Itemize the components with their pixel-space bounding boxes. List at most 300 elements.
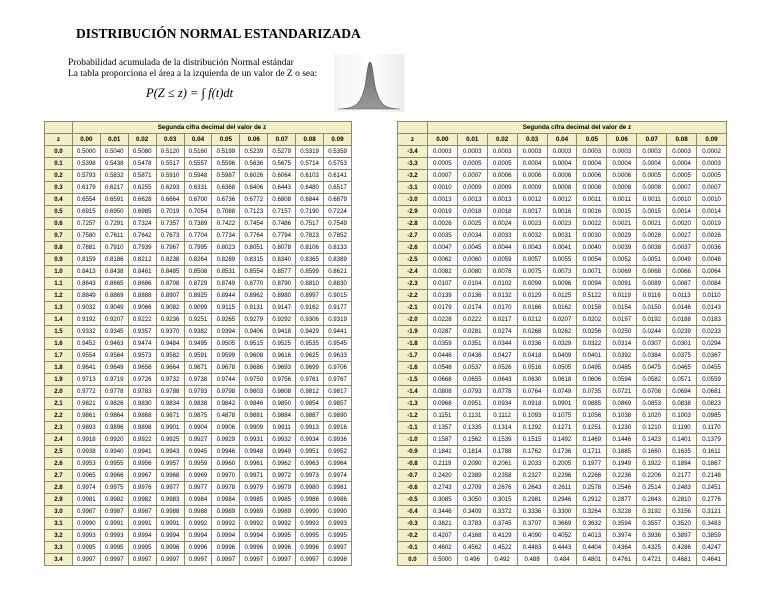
probability-cell: 0.0526 [487, 362, 517, 374]
z-value-cell: 1.4 [45, 314, 73, 326]
probability-cell: 0.0618 [547, 374, 577, 386]
table-row [45, 206, 352, 218]
probability-cell: 0.0031 [547, 230, 577, 242]
probability-cell: 0.0446 [427, 350, 457, 362]
probability-cell: 0.9177 [324, 302, 352, 314]
probability-cell: 0.0029 [607, 230, 637, 242]
probability-cell: 0.6808 [268, 194, 296, 206]
column-header-row [45, 134, 352, 146]
column-header: 0.06 [607, 134, 637, 146]
probability-cell: 0.9916 [324, 422, 352, 434]
probability-cell: 0.0013 [487, 194, 517, 206]
probability-cell: 0.9978 [212, 482, 240, 494]
normal-curve-figure [334, 54, 404, 112]
table-row [45, 218, 352, 230]
table-row [45, 554, 352, 566]
probability-cell: 0.9115 [212, 302, 240, 314]
probability-cell: 0.0170 [487, 302, 517, 314]
probability-cell: 0.1587 [427, 434, 457, 446]
column-header: 0.05 [212, 134, 240, 146]
probability-cell: 0.0009 [487, 182, 517, 194]
table-row [398, 554, 727, 566]
probability-cell: 0.0708 [637, 386, 667, 398]
probability-cell: 0.0183 [697, 314, 727, 326]
probability-cell: 0.9788 [156, 386, 184, 398]
probability-cell: 0.0014 [697, 206, 727, 218]
probability-cell: 0.9991 [100, 518, 128, 530]
probability-cell: 0.9956 [128, 458, 156, 470]
probability-cell: 0.0102 [487, 278, 517, 290]
probability-cell: 0.0244 [637, 326, 667, 338]
probability-cell: 0.9525 [268, 338, 296, 350]
table-row [45, 410, 352, 422]
probability-cell: 0.0003 [697, 158, 727, 170]
probability-cell: 0.5596 [212, 158, 240, 170]
probability-cell: 0.8438 [100, 266, 128, 278]
probability-cell: 0.9997 [212, 554, 240, 566]
probability-cell: 0.9732 [156, 374, 184, 386]
positive-z-table [44, 121, 352, 566]
probability-cell: 0.5080 [128, 146, 156, 158]
probability-cell: 0.0041 [547, 242, 577, 254]
table-row [45, 434, 352, 446]
z-value-cell: 0.0 [398, 554, 428, 566]
probability-cell: 0.9394 [212, 326, 240, 338]
probability-cell: 0.9838 [184, 398, 212, 410]
probability-cell: 0.0026 [427, 218, 457, 230]
probability-cell: 0.9988 [156, 506, 184, 518]
probability-cell: 0.5478 [128, 158, 156, 170]
probability-cell: 0.0004 [547, 158, 577, 170]
probability-cell: 0.0778 [487, 386, 517, 398]
z-value-cell: -0.1 [398, 542, 428, 554]
z-value-cell: 0.5 [45, 206, 73, 218]
table-row [398, 218, 727, 230]
probability-cell: 0.3336 [517, 506, 547, 518]
probability-cell: 0.2296 [547, 470, 577, 482]
probability-cell: 0.5120 [156, 146, 184, 158]
probability-cell: 0.9495 [184, 338, 212, 350]
probability-cell: 0.9992 [240, 518, 268, 530]
probability-cell: 0.9929 [212, 434, 240, 446]
probability-cell: 0.7019 [156, 206, 184, 218]
probability-cell: 0.1020 [637, 410, 667, 422]
probability-cell: 0.8508 [184, 266, 212, 278]
z-value-cell: -0.2 [398, 530, 428, 542]
probability-cell: 0.0139 [427, 290, 457, 302]
column-header: 0.00 [427, 134, 457, 146]
z-header: z [45, 134, 73, 146]
probability-cell: 0.0082 [427, 266, 457, 278]
probability-cell: 0.7054 [184, 206, 212, 218]
column-header: 0.06 [240, 134, 268, 146]
probability-cell: 0.0013 [427, 194, 457, 206]
probability-cell: 0.9979 [268, 482, 296, 494]
probability-cell: 0.9997 [128, 554, 156, 566]
probability-cell: 0.0005 [637, 170, 667, 182]
probability-cell: 0.4641 [697, 554, 727, 566]
probability-cell: 0.0192 [637, 314, 667, 326]
probability-cell: 0.8023 [212, 242, 240, 254]
probability-cell: 0.9959 [184, 458, 212, 470]
z-value-cell: -1.3 [398, 398, 428, 410]
probability-cell: 0.0078 [487, 266, 517, 278]
probability-cell: 0.0003 [667, 146, 697, 158]
probability-cell: 0.0392 [607, 350, 637, 362]
probability-cell: 0.4681 [667, 554, 697, 566]
probability-cell: 0.1335 [457, 422, 487, 434]
z-value-cell: -3.2 [398, 170, 428, 182]
probability-cell: 0.0129 [517, 290, 547, 302]
probability-cell: 0.6293 [156, 182, 184, 194]
probability-cell: 0.9545 [324, 338, 352, 350]
z-value-cell: -0.8 [398, 458, 428, 470]
z-value-cell: 0.4 [45, 194, 73, 206]
probability-cell: 0.0281 [457, 326, 487, 338]
z-value-cell: -2.6 [398, 242, 428, 254]
probability-cell: 0.9987 [128, 506, 156, 518]
probability-cell: 0.0427 [487, 350, 517, 362]
probability-cell: 0.2546 [607, 482, 637, 494]
probability-cell: 0.0021 [607, 218, 637, 230]
z-value-cell: 3.3 [45, 542, 73, 554]
probability-cell: 0.0853 [637, 398, 667, 410]
probability-cell: 0.9564 [100, 350, 128, 362]
table-row [45, 386, 352, 398]
probability-cell: 0.0951 [457, 398, 487, 410]
probability-cell: 0.9996 [156, 542, 184, 554]
probability-cell: 0.9842 [212, 398, 240, 410]
probability-cell: 0.2033 [517, 458, 547, 470]
probability-cell: 0.0030 [577, 230, 607, 242]
probability-cell: 0.6255 [128, 182, 156, 194]
probability-cell: 0.7673 [156, 230, 184, 242]
probability-cell: 0.9992 [212, 518, 240, 530]
probability-cell: 0.0054 [577, 254, 607, 266]
probability-cell: 0.2327 [517, 470, 547, 482]
probability-cell: 0.8289 [212, 254, 240, 266]
probability-cell: 0.2578 [577, 482, 607, 494]
probability-cell: 0.9599 [212, 350, 240, 362]
probability-cell: 0.5438 [100, 158, 128, 170]
probability-cell: 0.5359 [324, 146, 352, 158]
probability-cell: 0.7257 [72, 218, 100, 230]
probability-cell: 0.0217 [487, 314, 517, 326]
probability-cell: 0.0764 [517, 386, 547, 398]
probability-cell: 0.0004 [577, 158, 607, 170]
probability-cell: 0.9975 [100, 482, 128, 494]
z-value-cell: -3.0 [398, 194, 428, 206]
probability-cell: 0.8665 [100, 278, 128, 290]
probability-cell: 0.9535 [296, 338, 324, 350]
probability-cell: 0.9995 [268, 530, 296, 542]
probability-cell: 0.0005 [427, 158, 457, 170]
probability-cell: 0.6879 [324, 194, 352, 206]
probability-cell: 0.3050 [457, 494, 487, 506]
probability-cell: 0.0004 [607, 158, 637, 170]
probability-cell: 0.1251 [577, 422, 607, 434]
probability-cell: 0.0197 [607, 314, 637, 326]
table-row [398, 530, 727, 542]
probability-cell: 0.0475 [637, 362, 667, 374]
probability-cell: 0.5987 [212, 170, 240, 182]
probability-cell: 0.8849 [72, 290, 100, 302]
probability-cell: 0.0091 [607, 278, 637, 290]
probability-cell: 0.8770 [240, 278, 268, 290]
table-row [45, 170, 352, 182]
probability-cell: 0.0066 [667, 266, 697, 278]
probability-cell: 0.0006 [577, 170, 607, 182]
probability-cell: 0.1685 [607, 446, 637, 458]
probability-cell: 0.3745 [487, 518, 517, 530]
table-row [45, 398, 352, 410]
z-value-cell: -1.0 [398, 434, 428, 446]
table-row [45, 290, 352, 302]
table-row [45, 146, 352, 158]
probability-cell: 0.0006 [487, 170, 517, 182]
column-header: 0.03 [156, 134, 184, 146]
probability-cell: 0.6443 [268, 182, 296, 194]
probability-cell: 0.7852 [324, 230, 352, 242]
z-value-cell: -2.7 [398, 230, 428, 242]
probability-cell: 0.0179 [427, 302, 457, 314]
probability-cell: 0.9887 [296, 410, 324, 422]
table-row [398, 374, 727, 386]
probability-cell: 0.1492 [547, 434, 577, 446]
probability-cell: 0.0057 [517, 254, 547, 266]
probability-cell: 0.9693 [268, 362, 296, 374]
probability-cell: 0.7422 [212, 218, 240, 230]
probability-cell: 0.9960 [212, 458, 240, 470]
table-row [398, 398, 727, 410]
probability-cell: 0.9989 [240, 506, 268, 518]
probability-cell: 0.8461 [128, 266, 156, 278]
table-row [398, 266, 727, 278]
probability-cell: 0.9993 [296, 518, 324, 530]
probability-cell: 0.0823 [697, 398, 727, 410]
z-value-cell: 1.0 [45, 266, 73, 278]
probability-cell: 0.9641 [72, 362, 100, 374]
probability-cell: 0.3974 [607, 530, 637, 542]
table-row [398, 350, 727, 362]
probability-cell: 0.2676 [487, 482, 517, 494]
probability-cell: 0.0110 [697, 290, 727, 302]
probability-cell: 0.9767 [324, 374, 352, 386]
probability-cell: 0.9976 [128, 482, 156, 494]
probability-cell: 0.6591 [100, 194, 128, 206]
probability-cell: 0.4602 [427, 542, 457, 554]
column-header: 0.02 [128, 134, 156, 146]
probability-cell: 0.0322 [577, 338, 607, 350]
probability-cell: 0.5239 [240, 146, 268, 158]
table-row [398, 422, 727, 434]
probability-cell: 0.8907 [156, 290, 184, 302]
probability-cell: 0.0064 [697, 266, 727, 278]
probability-cell: 0.2266 [577, 470, 607, 482]
probability-cell: 0.0344 [487, 338, 517, 350]
probability-cell: 0.0089 [637, 278, 667, 290]
probability-cell: 0.4013 [577, 530, 607, 542]
probability-cell: 0.0071 [577, 266, 607, 278]
probability-cell: 0.0505 [547, 362, 577, 374]
table-caption: Segunda cifra decimal del valor de z [72, 122, 351, 134]
probability-cell: 0.4207 [427, 530, 457, 542]
z-value-cell: 2.5 [45, 446, 73, 458]
probability-cell: 0.2843 [637, 494, 667, 506]
table-row [398, 158, 727, 170]
probability-cell: 0.9591 [184, 350, 212, 362]
z-value-cell: 2.0 [45, 386, 73, 398]
probability-cell: 0.2389 [457, 470, 487, 482]
probability-cell: 0.8686 [128, 278, 156, 290]
probability-cell: 0.5832 [100, 170, 128, 182]
probability-cell: 0.0035 [427, 230, 457, 242]
probability-cell: 0.0016 [577, 206, 607, 218]
probability-cell: 0.8554 [240, 266, 268, 278]
probability-cell: 0.1401 [667, 434, 697, 446]
probability-cell: 0.9207 [100, 314, 128, 326]
probability-cell: 0.0010 [697, 194, 727, 206]
probability-cell: 0.0048 [697, 254, 727, 266]
probability-cell: 0.9319 [324, 314, 352, 326]
probability-cell: 0.9943 [156, 446, 184, 458]
probability-cell: 0.9625 [296, 350, 324, 362]
probability-cell: 0.0002 [697, 146, 727, 158]
probability-cell: 0.0418 [517, 350, 547, 362]
probability-cell: 0.3409 [457, 506, 487, 518]
probability-cell: 0.0007 [667, 182, 697, 194]
probability-cell: 0.9993 [72, 530, 100, 542]
probability-cell: 0.3707 [517, 518, 547, 530]
probability-cell: 0.9875 [184, 410, 212, 422]
probability-cell: 0.9995 [128, 542, 156, 554]
probability-cell: 0.9980 [296, 482, 324, 494]
z-value-cell: 0.2 [45, 170, 73, 182]
probability-cell: 0.9778 [100, 386, 128, 398]
probability-cell: 0.0096 [547, 278, 577, 290]
table-row [398, 362, 727, 374]
probability-cell: 0.0901 [547, 398, 577, 410]
probability-cell: 0.0019 [697, 218, 727, 230]
probability-cell: 0.484 [547, 554, 577, 566]
probability-cell: 0.0869 [607, 398, 637, 410]
probability-cell: 0.7823 [296, 230, 324, 242]
probability-cell: 0.9925 [156, 434, 184, 446]
probability-cell: 0.0694 [667, 386, 697, 398]
probability-cell: 0.0606 [577, 374, 607, 386]
probability-cell: 0.9990 [324, 506, 352, 518]
probability-cell: 0.1292 [517, 422, 547, 434]
probability-cell: 0.6331 [184, 182, 212, 194]
probability-cell: 0.7324 [128, 218, 156, 230]
probability-cell: 0.9997 [268, 554, 296, 566]
probability-cell: 0.1379 [697, 434, 727, 446]
probability-cell: 0.0055 [547, 254, 577, 266]
probability-cell: 0.5636 [240, 158, 268, 170]
z-value-cell: -2.2 [398, 290, 428, 302]
table-row [45, 158, 352, 170]
probability-cell: 0.4878 [212, 410, 240, 422]
probability-cell: 0.0132 [487, 290, 517, 302]
table-row [45, 470, 352, 482]
probability-cell: 0.0162 [547, 302, 577, 314]
probability-cell: 0.6026 [240, 170, 268, 182]
probability-cell: 0.0012 [517, 194, 547, 206]
probability-cell: 0.9955 [100, 458, 128, 470]
probability-cell: 0.0015 [637, 206, 667, 218]
probability-cell: 0.9973 [296, 470, 324, 482]
probability-cell: 0.9938 [72, 446, 100, 458]
probability-cell: 0.7910 [100, 242, 128, 254]
probability-cell: 0.0069 [607, 266, 637, 278]
probability-cell: 0.0027 [667, 230, 697, 242]
z-value-cell: -3.3 [398, 158, 428, 170]
probability-cell: 0.6368 [212, 182, 240, 194]
column-header: 0.02 [487, 134, 517, 146]
z-value-cell: -1.5 [398, 374, 428, 386]
z-value-cell: -1.2 [398, 410, 428, 422]
probability-cell: 0.0793 [457, 386, 487, 398]
table-row [45, 338, 352, 350]
probability-cell: 0.0005 [667, 170, 697, 182]
probability-cell: 0.5714 [296, 158, 324, 170]
probability-cell: 0.0062 [427, 254, 457, 266]
column-header: 0.05 [577, 134, 607, 146]
probability-cell: 0.0008 [637, 182, 667, 194]
z-corner [45, 122, 73, 134]
probability-cell: 0.1469 [577, 434, 607, 446]
probability-cell: 0.0011 [577, 194, 607, 206]
description-line: La tabla proporciona el área a la izquierda de un valor de Z o sea: [68, 69, 317, 79]
probability-cell: 0.9990 [72, 518, 100, 530]
probability-cell: 0.1977 [577, 458, 607, 470]
probability-cell: 0.0010 [427, 182, 457, 194]
probability-cell: 0.9857 [324, 398, 352, 410]
probability-cell: 0.0013 [457, 194, 487, 206]
table-row [45, 326, 352, 338]
probability-cell: 0.9345 [100, 326, 128, 338]
probability-cell: 0.9738 [184, 374, 212, 386]
probability-cell: 0.0495 [577, 362, 607, 374]
probability-cell: 0.0749 [547, 386, 577, 398]
probability-cell: 0.1357 [427, 422, 457, 434]
probability-cell: 0.7224 [324, 206, 352, 218]
probability-cell: 0.0016 [547, 206, 577, 218]
column-header: 0.08 [667, 134, 697, 146]
probability-cell: 0.0301 [667, 338, 697, 350]
probability-cell: 0.8790 [268, 278, 296, 290]
probability-cell: 0.9821 [72, 398, 100, 410]
table-row [398, 182, 727, 194]
probability-cell: 0.9896 [100, 422, 128, 434]
probability-cell: 0.5000 [427, 554, 457, 566]
z-value-cell: 2.9 [45, 494, 73, 506]
probability-cell: 0.0003 [547, 146, 577, 158]
probability-cell: 0.0008 [577, 182, 607, 194]
probability-cell: 0.0023 [547, 218, 577, 230]
probability-cell: 0.9656 [128, 362, 156, 374]
probability-cell: 0.5793 [72, 170, 100, 182]
probability-cell: 0.0559 [697, 374, 727, 386]
table-row [45, 362, 352, 374]
probability-cell: 0.9686 [240, 362, 268, 374]
column-header: 0.01 [457, 134, 487, 146]
probability-cell: 0.9911 [268, 422, 296, 434]
z-value-cell: -3.1 [398, 182, 428, 194]
probability-cell: 0.9192 [72, 314, 100, 326]
table-row [398, 494, 727, 506]
probability-cell: 0.8531 [212, 266, 240, 278]
